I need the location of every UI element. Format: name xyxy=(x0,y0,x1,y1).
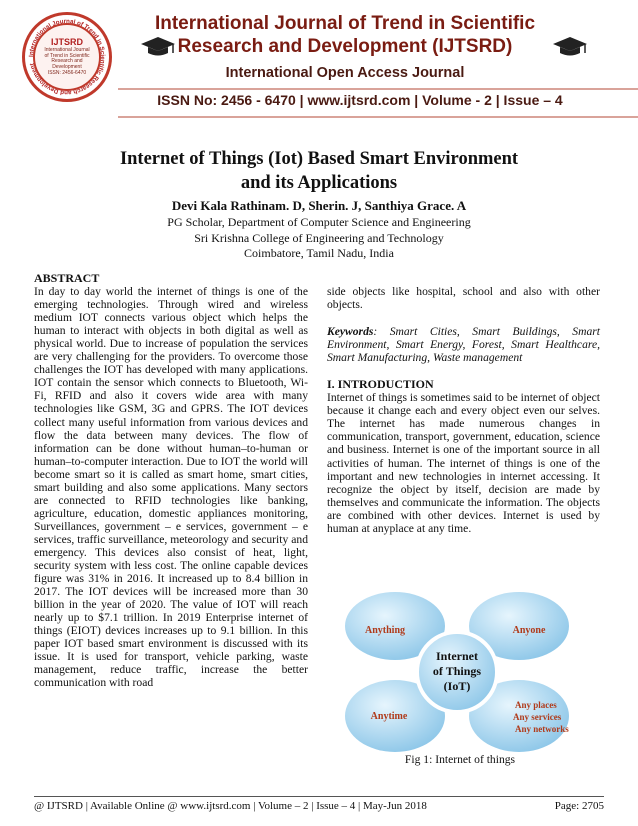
right-column xyxy=(327,285,600,535)
paper-authors: Devi Kala Rathinam. D, Sherin. J, Santhiya Grace. A xyxy=(171,198,467,213)
journal-title-line2: Research and Development (IJTSRD) xyxy=(177,36,513,57)
affiliation-line: PG Scholar, Department of Computer Science and Engineering xyxy=(167,215,471,229)
ijtsrd-logo xyxy=(22,12,112,102)
left-column xyxy=(34,272,308,690)
paper-title-line1: Internet of Things (Iot) Based Smart Environment xyxy=(119,149,519,169)
iot-figure xyxy=(345,588,569,754)
figure-label-anyone: Anyone xyxy=(512,625,546,636)
issn-line: ISSN No: 2456 - 6470 | www.ijtsrd.com | Volume - 2 | Issue – 4 xyxy=(157,92,563,108)
svg-text:International Journal of Trend xyxy=(28,18,106,96)
affiliation-line: Coimbatore, Tamil Nadu, India xyxy=(244,246,394,260)
journal-header xyxy=(0,0,638,122)
logo-line: of Trend in Scientific xyxy=(44,52,90,59)
intro-heading: I. INTRODUCTION xyxy=(327,377,434,392)
abstract-heading: ABSTRACT xyxy=(34,271,100,285)
logo-line: Development xyxy=(52,64,82,71)
logo-line: International Journal xyxy=(44,46,90,53)
figure-center-label: of Things xyxy=(432,664,482,678)
figure-label-any: Any places xyxy=(515,700,557,710)
open-access-label: International Open Access Journal xyxy=(225,65,465,81)
keywords xyxy=(327,325,600,364)
logo-ring xyxy=(25,15,109,99)
figure-center-label: (IoT) xyxy=(443,679,471,693)
footer-left: @ IJTSRD | Available Online @ www.ijtsrd.com | Volume – 2 | Issue – 4 | May-Jun 2018 xyxy=(34,800,427,812)
abstract-text: In day to day world the internet of things is one of the emerging technologies. Through wired and wireless medium IOT connects various object which helps the human to interact with objects in both digital as well as physical world. Due to increase of population the services are very challenging for the providers. To overcome those challenges the IOT has developed with many applications. IOT contain the sensor which connects to Bluetooth, Wi-Fi, RFID and also it covers wide area with many technologies like GSM, 3G and GPRS. The IOT devices collect many useful information from various devices and flow the data between many devices. The flow of information can be done without human–to-human or human–to-computer interaction. Due to IOT the world will become smart so it is called as smart home, smart cities, smart building and also some applications. Many sectors are connected to RFID technologies like banking, agriculture, education, domestic appliances monitoring, Surveillances, government – e services, government – e services, traffic surveillance, meteorology and security and emergency. This devices also consist of heat, light, security system with less cost. The online capable devices figure was 31% in 2016. It increased up to 8.4 billion in 2017. The IOT devices will be increased more than 30 billion in the year of 2020. The value of IOT will reach nearly up to $7.1 trillion. In 2019 Enterprise internet of things (EIOT) devices increases up to 9.1 billion. In this paper IOT based smart environment is discussed with its issue. It is used for transport, vehicle parking, waste management, reduce traffic, increase the better communication with road xyxy=(34,285,308,690)
figure-label-any: Any networks xyxy=(515,724,569,734)
keywords-text: : Smart Cities, Smart Buildings, Smart Environment, Smart Energy, Forest, Smart Healthcare, Smart Manufacturing, Waste management xyxy=(327,325,600,365)
paper-title xyxy=(60,147,578,195)
affiliation-line: Sri Krishna College of Engineering and Technology xyxy=(194,230,444,245)
journal-title-line1: International Journal of Trend in Scientific xyxy=(154,13,536,34)
logo-abbr: IJTSRD xyxy=(50,37,83,48)
figure-label-any: Any services xyxy=(513,712,562,722)
graduation-cap-icon xyxy=(140,36,176,58)
footer-page: Page: 2705 xyxy=(554,800,604,812)
header-divider xyxy=(118,88,638,90)
paper-title-line2: and its Applications xyxy=(240,173,398,193)
journal-title xyxy=(150,12,540,58)
figure-caption: Fig 1: Internet of things xyxy=(404,753,516,766)
intro-text: Internet of things is sometimes said to be internet of object because it change each and every object even our selves. The internet has made numerous changes in communication, transport, government, education, science and business. Internet is one of the important source in all activities of human. The internet of things is one of the important and new technologies in internet accessing. It recognize the object by itself, decision are made by themselves and communicate the information. The objects are combined with other devices. Internet is used by human at anyplace at any time. xyxy=(327,391,600,535)
graduation-cap-icon xyxy=(552,36,588,58)
logo-ring-text: International Journal of Trend in Scientific Research and Development xyxy=(27,17,107,97)
logo-issn: ISSN: 2456-6470 xyxy=(47,69,87,76)
keywords-label: Keywords xyxy=(327,325,374,339)
figure-center-label: Internet xyxy=(436,649,478,663)
footer-divider xyxy=(34,796,604,797)
figure-label-anytime: Anytime xyxy=(370,711,408,722)
logo-line: Research and xyxy=(51,58,83,65)
abstract-continued: side objects like hospital, school and also with other objects. xyxy=(327,285,600,312)
page-footer xyxy=(34,800,604,812)
paper-affiliation xyxy=(60,215,578,262)
header-divider xyxy=(118,116,638,118)
figure-label-anything: Anything xyxy=(364,625,406,636)
